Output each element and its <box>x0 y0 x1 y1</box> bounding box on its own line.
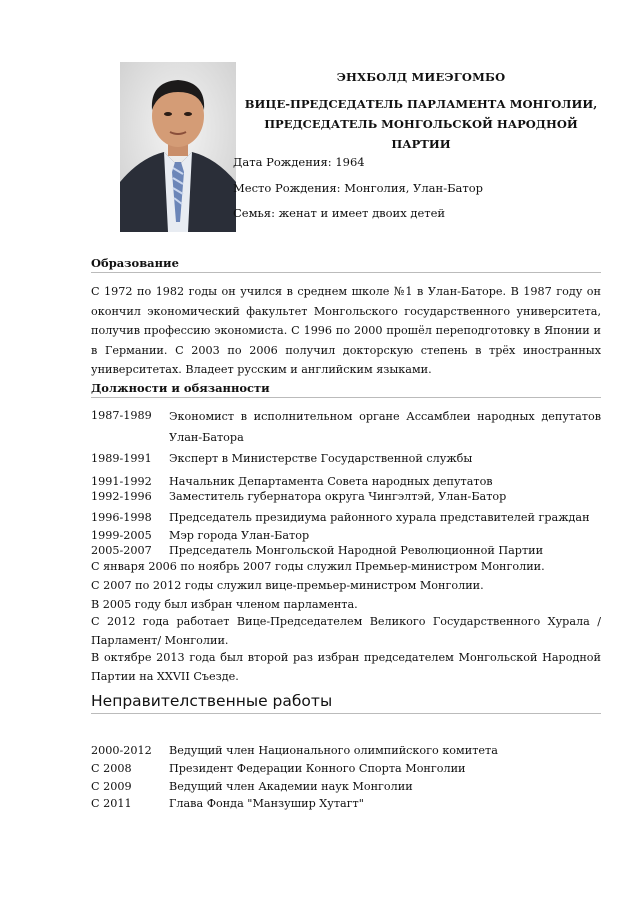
career-note: С 2007 по 2012 годы служил вице-премьер-министром Монголии. <box>91 579 484 592</box>
position-year: 1999-2005 <box>91 529 152 542</box>
education-text: С 1972 по 1982 годы он учился в среднем школе №1 в Улан-Баторе. В 1987 году он окончил экономический факультет Монгольского государственного университета, получив профессию экономиста. С 1996 по 2000 прошёл переподготовку в Японии и в Германии. С 2003 по 2006 получил докторскую степень в трёх иностранных университетах. Владеет русским и английским языками. <box>91 285 601 377</box>
family-info: Семья: женат и имеет двоих детей <box>233 206 446 220</box>
career-note: С 2012 года работает Вице-Председателем Великого Государственного Хурала /Парламент/ Монголии. <box>91 615 601 647</box>
position-text: Начальник Департамента Совета народных депутатов <box>169 475 493 488</box>
position-year: 1987-1989 <box>91 409 152 422</box>
nongov-year: С 2008 <box>91 762 132 775</box>
portrait-photo <box>120 62 236 232</box>
position-year: 1991-1992 <box>91 475 152 488</box>
nongov-year: С 2011 <box>91 797 132 810</box>
positions-heading: Должности и обязанности <box>91 381 601 398</box>
career-note: В октябре 2013 года был второй раз избран председателем Монгольской Народной Партии на XXVII Съезде. <box>91 651 601 683</box>
person-name: ЭНХБОЛД МИЕЭГОМБО <box>336 70 506 84</box>
nongov-heading: Неправителственные работы <box>91 692 601 714</box>
position-text: Председатель президиума районного хурала представителей граждан <box>169 511 590 524</box>
nongov-text: Президент Федерации Конного Спорта Монголии <box>169 762 466 775</box>
career-note: В 2005 году был избран членом парламента. <box>91 598 358 611</box>
nongov-text: Глава Фонда "Манзушир Хутагт" <box>169 797 364 810</box>
title-line-2: ПРЕДСЕДАТЕЛЬ МОНГОЛЬСКОЙ НАРОДНОЙ ПАРТИИ <box>264 117 578 151</box>
position-year: 1989-1991 <box>91 452 152 465</box>
birth-place: Место Рождения: Монголия, Улан-Батор <box>233 181 484 195</box>
title-line-1: ВИЦЕ-ПРЕДСЕДАТЕЛЬ ПАРЛАМЕНТА МОНГОЛИИ, <box>244 97 598 111</box>
nongov-text: Ведущий член Академии наук Монголии <box>169 780 413 793</box>
position-text: Заместитель губернатора округа Чингэлтэй, Улан-Батор <box>169 490 507 503</box>
position-text: Эксперт в Министерстве Государственной службы <box>169 452 473 465</box>
birth-date: Дата Рождения: 1964 <box>233 155 365 169</box>
position-year: 2005-2007 <box>91 544 152 557</box>
position-year: 1996-1998 <box>91 511 152 524</box>
career-note: С января 2006 по ноябрь 2007 годы служил Премьер-министром Монголии. <box>91 560 545 573</box>
nongov-year: 2000-2012 <box>91 744 152 757</box>
position-text: Экономист в исполнительном органе Ассамблеи народных депутатов Улан-Батора <box>169 410 601 444</box>
position-year: 1992-1996 <box>91 490 152 503</box>
person-title <box>240 94 602 154</box>
nongov-year: С 2009 <box>91 780 132 793</box>
position-text: Председатель Монгольской Народной Революционной Партии <box>169 544 544 557</box>
education-heading: Образование <box>91 256 601 273</box>
nongov-text: Ведущий член Национального олимпийского комитета <box>169 744 498 757</box>
position-text: Мэр города Улан-Батор <box>169 529 310 542</box>
